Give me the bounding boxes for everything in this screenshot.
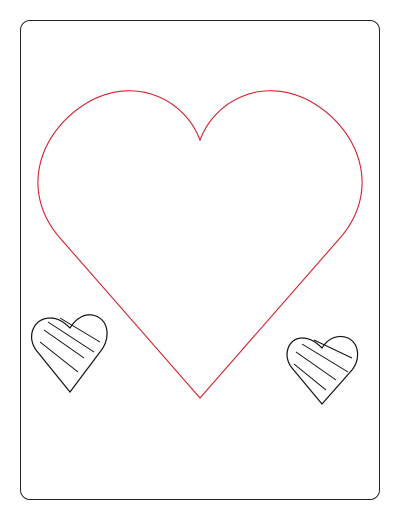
heart-chocolate-right [287,336,358,404]
heart-chocolate-left [32,315,107,392]
